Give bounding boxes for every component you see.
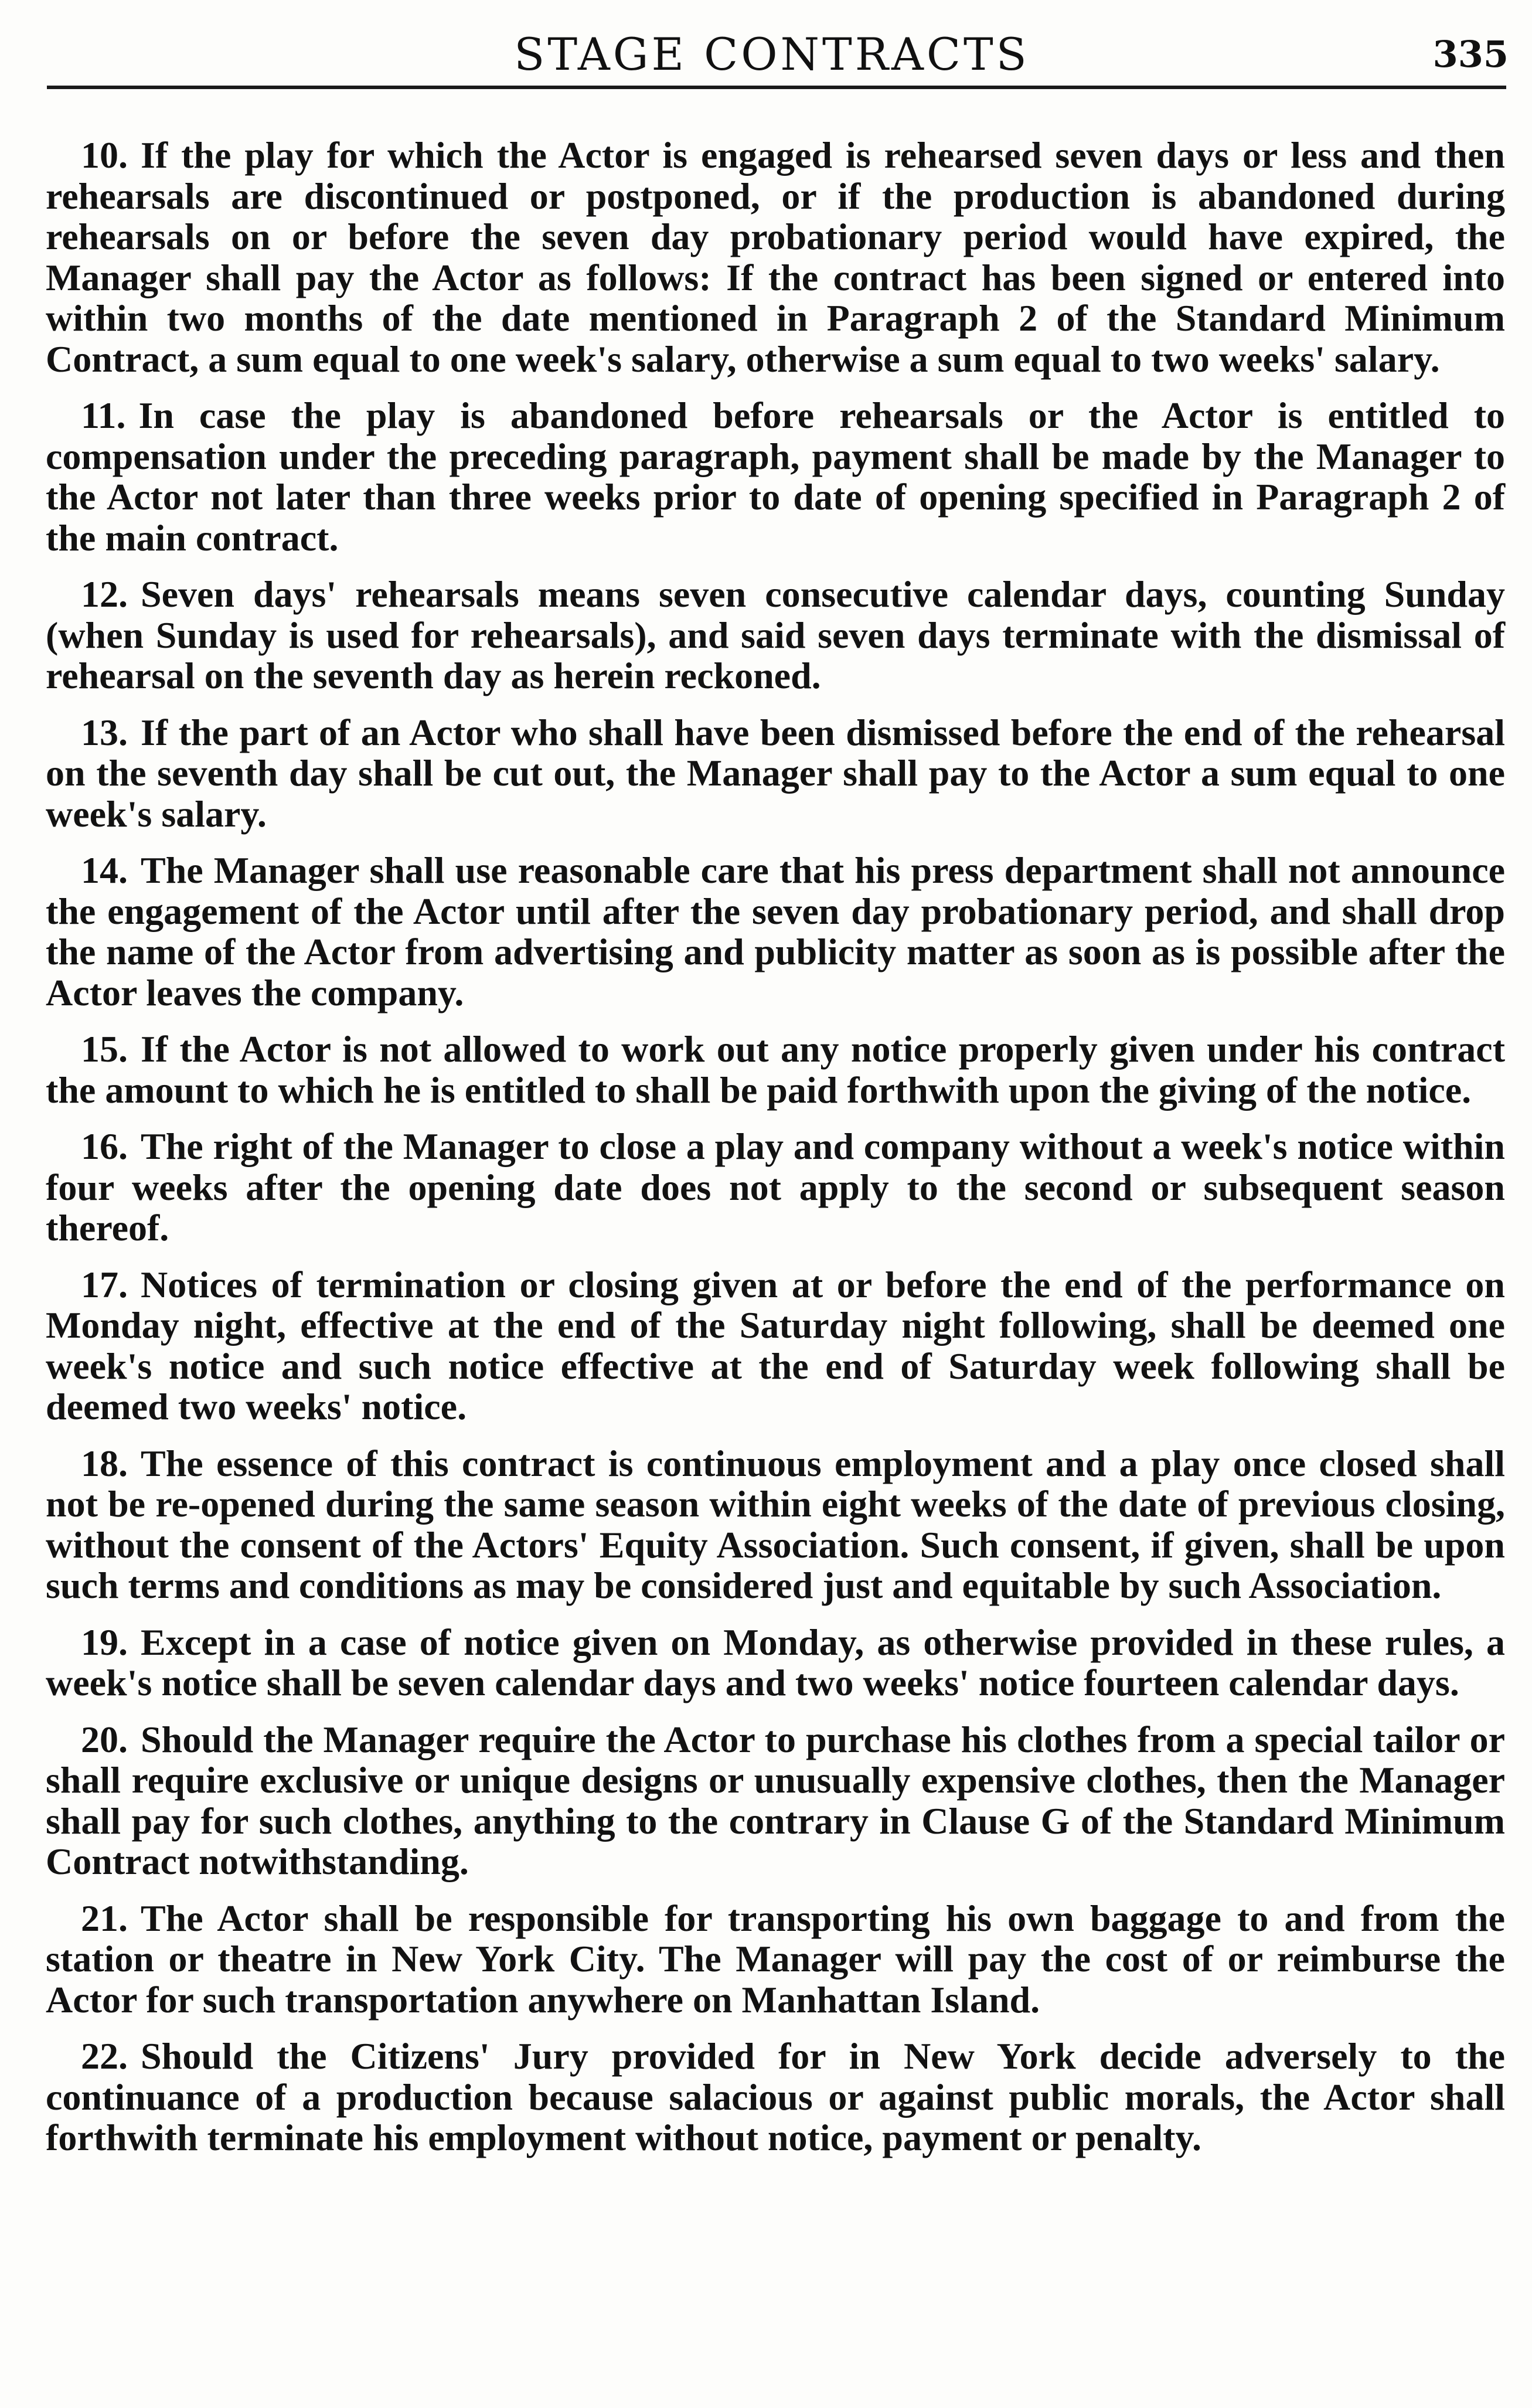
clause-20	[46, 1719, 1505, 1882]
clause-number: 11.	[81, 394, 126, 436]
clause-text: Notices of termination or closing given at or before the end of the performance on Monday night, effective at the end of the Saturday night following, shall be deemed one week's notice and such notice effective at the end of Saturday week following shall be deemed two weeks' notice.	[46, 1263, 1505, 1427]
clause-number: 19.	[81, 1621, 128, 1663]
page-number: 335	[1432, 33, 1509, 76]
clause-number: 16.	[81, 1125, 128, 1167]
clause-number: 17.	[81, 1263, 128, 1305]
clause-number: 10.	[81, 134, 128, 176]
clause-number: 13.	[81, 711, 128, 753]
clause-text: If the play for which the Actor is engaged is rehearsed seven days or less and then rehearsals are discontinued or postponed, or if the production is abandoned during rehearsals on or before the seven day probationary period would have expired, the Manager shall pay the Actor as follows: If the contract has been signed or entered into within two months of the date mentioned in Paragraph 2 of the Standard Minimum Contract, a sum equal to one week's salary, otherwise a sum equal to two weeks' salary.	[46, 134, 1505, 380]
clause-text: Seven days' rehearsals means seven consecutive calendar days, counting Sunday (when Sunday is used for rehearsals), and said seven days terminate with the dismissal of rehearsal on the seventh day as herein reckoned.	[46, 573, 1505, 696]
clause-13	[46, 712, 1505, 835]
clause-14	[46, 850, 1505, 1013]
clause-15	[46, 1029, 1505, 1110]
clause-22	[46, 2036, 1505, 2158]
clause-text: If the Actor is not allowed to work out any notice properly given under his contract the amount to which he is entitled to shall be paid forthwith upon the giving of the notice.	[46, 1028, 1505, 1111]
header-rule	[47, 86, 1506, 89]
clause-number: 12.	[81, 573, 128, 615]
clause-list	[46, 135, 1505, 2174]
clause-21	[46, 1898, 1505, 2021]
clause-number: 14.	[81, 849, 128, 891]
clause-19	[46, 1622, 1505, 1703]
clause-12	[46, 574, 1505, 696]
clause-number: 18.	[81, 1442, 128, 1484]
running-head	[35, 23, 1509, 82]
clause-10	[46, 135, 1505, 379]
clause-text: The Manager shall use reasonable care that his press department shall not announce the engagement of the Actor until after the seven day probationary period, and shall drop the name of the Actor from advertising and publicity matter as soon as is possible after the Actor leaves the company.	[46, 849, 1505, 1013]
clause-number: 20.	[81, 1718, 128, 1760]
clause-16	[46, 1126, 1505, 1249]
clause-text: Should the Manager require the Actor to purchase his clothes from a special tailor or shall require exclusive or unique designs or unusually expensive clothes, then the Manager shall pay for such clothes, anything to the contrary in Clause G of the Standard Minimum Contract notwithstanding.	[46, 1718, 1505, 1882]
clause-text: The essence of this contract is continuous employment and a play once closed shall not be re-opened during the same season within eight weeks of the date of previous closing, without the consent of the Actors' Equity Association. Such consent, if given, shall be upon such terms and conditions as may be considered just and equitable by such Association.	[46, 1442, 1505, 1606]
clause-number: 21.	[81, 1897, 128, 1939]
clause-18	[46, 1443, 1505, 1606]
clause-17	[46, 1264, 1505, 1427]
clause-text: Except in a case of notice given on Monday, as otherwise provided in these rules, a week's notice shall be seven calendar days and two weeks' notice fourteen calendar days.	[46, 1621, 1505, 1703]
running-title: STAGE CONTRACTS	[514, 28, 1030, 80]
clause-11	[46, 395, 1505, 558]
clause-number: 15.	[81, 1028, 128, 1070]
clause-text: If the part of an Actor who shall have been dismissed before the end of the rehearsal on the seventh day shall be cut out, the Manager shall pay to the Actor a sum equal to one week's salary.	[46, 711, 1505, 835]
clause-number: 22.	[81, 2035, 128, 2077]
clause-text: The right of the Manager to close a play and company without a week's notice within four weeks after the opening date does not apply to the second or subsequent season thereof.	[46, 1125, 1505, 1249]
clause-text: The Actor shall be responsible for transporting his own baggage to and from the station or theatre in New York City. The Manager will pay the cost of or reimburse the Actor for such transportation anywhere on Manhattan Island.	[46, 1897, 1505, 2021]
clause-text: In case the play is abandoned before rehearsals or the Actor is entitled to compensation under the preceding paragraph, payment shall be made by the Manager to the Actor not later than three weeks prior to date of opening specified in Paragraph 2 of the main contract.	[46, 394, 1505, 559]
clause-text: Should the Citizens' Jury provided for in New York decide adversely to the continuance of a production because salacious or against public morals, the Actor shall forthwith terminate his employment without notice, payment or penalty.	[46, 2035, 1505, 2158]
